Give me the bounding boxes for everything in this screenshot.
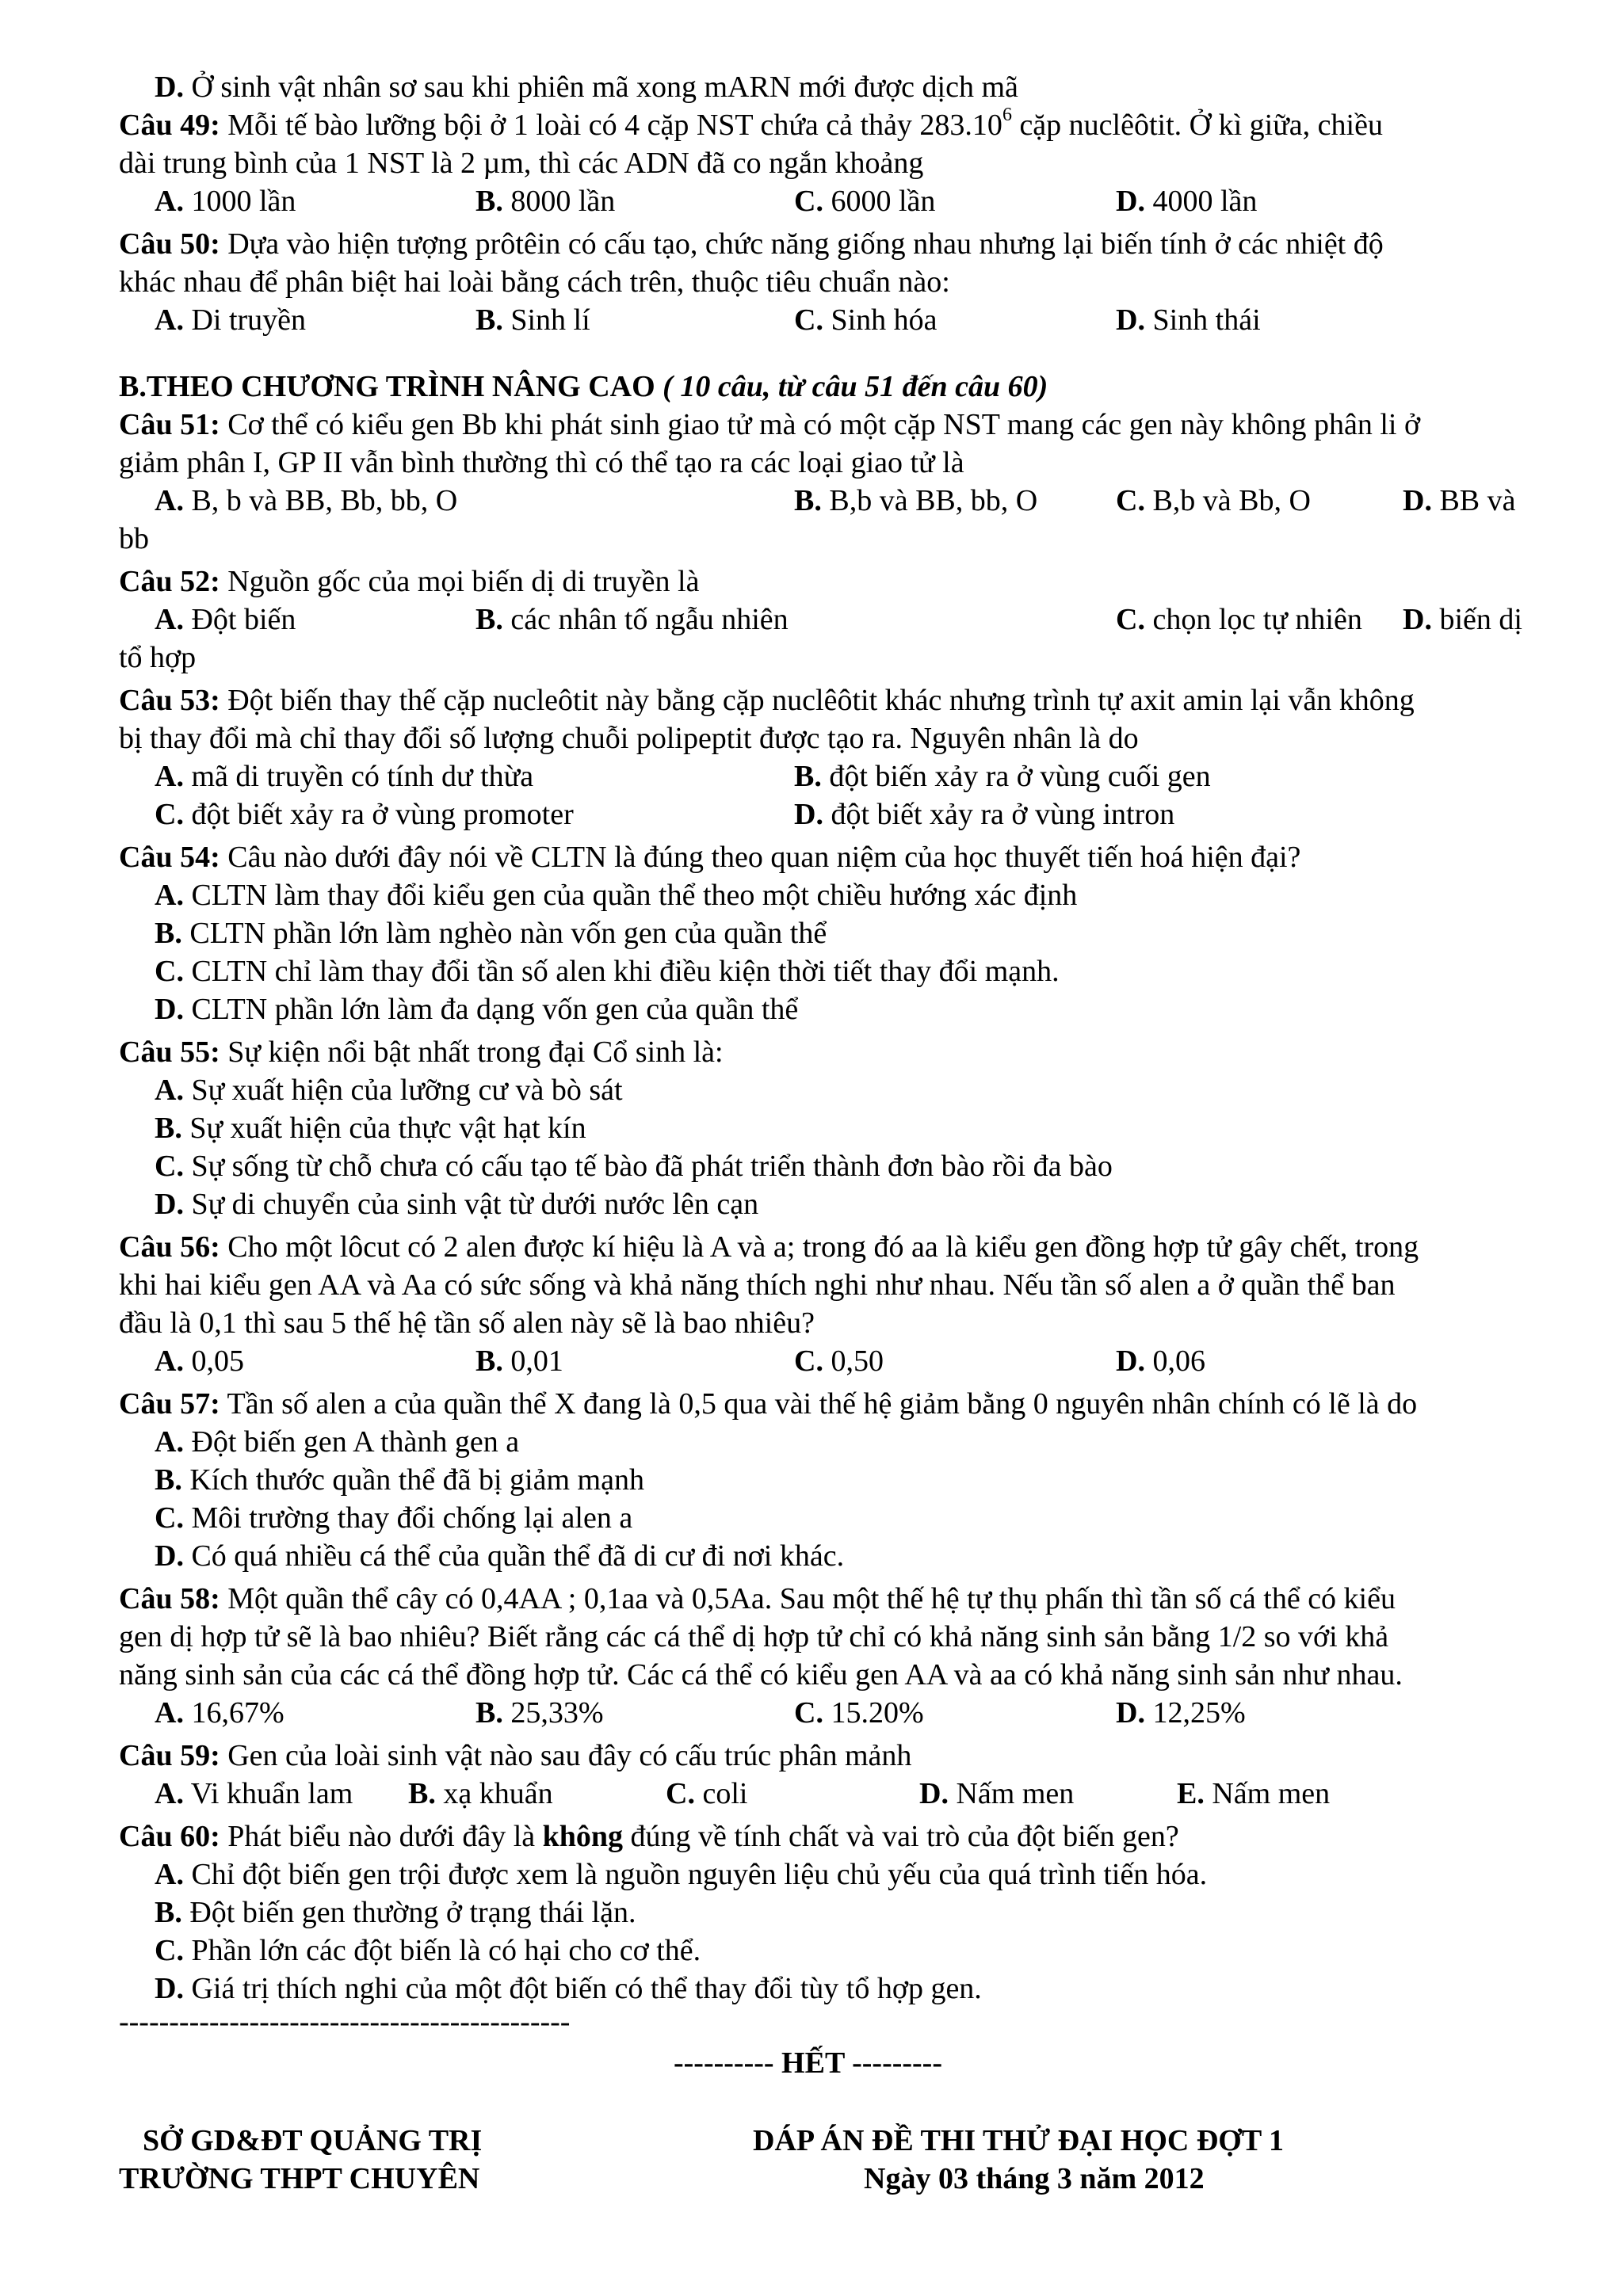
option-text: Đột biến gen A thành gen a [183,1425,520,1459]
option-label: E. [1177,1777,1205,1810]
option-label: D. [155,1972,184,2005]
option-label: C. [155,1934,184,1967]
question-text: Nguồn gốc của mọi biến dị di truyền là [220,565,700,598]
exam-date: Ngày 03 tháng 3 năm 2012 [864,2162,1205,2195]
q53-options-row2 [119,795,1553,833]
option-label: A. [155,1777,184,1810]
option-a [119,876,1553,914]
option-text: Đột biến gen thường ở trạng thái lặn. [181,1896,636,1929]
option-d [1116,182,1257,220]
option-text: 15.20% [823,1696,924,1730]
option-text: đột biến xảy ra ở vùng cuối gen [821,760,1211,793]
option-text: đột biết xảy ra ở vùng promoter [183,798,574,831]
option-text: Sự sống từ chỗ chưa có cấu tạo tế bào đã phát triển thành đơn bào rồi đa bào [183,1150,1113,1183]
question-emphasis: không [542,1820,624,1853]
q53-options-row1 [119,757,1553,795]
q56-stem-line1 [119,1228,1553,1266]
q56-stem-line3 [119,1304,1553,1342]
option-text: 6000 lần [823,185,936,218]
q58-stem-line2 [119,1618,1553,1656]
option-label: A. [155,1344,184,1378]
q49-stem-line1 [119,106,1553,144]
option-text: xạ khuẩn [435,1777,553,1810]
option-b [475,601,789,639]
option-c [794,301,938,339]
q59-stem-line1 [119,1737,1553,1775]
question-label: Câu 54: [119,841,220,874]
option-label: A. [155,1858,184,1891]
option-text: CLTN làm thay đổi kiểu gen của quần thể theo một chiều hướng xác định [183,879,1078,912]
question-text: khác nhau để phân biệt hai loài bằng cách trên, thuộc tiêu chuẩn nào: [119,265,950,299]
option-label: B. [408,1777,436,1810]
option-a [119,1855,1553,1894]
option-text: Chỉ đột biến gen trội được xem là nguồn nguyên liệu chủ yếu của quá trình tiến hóa. [183,1858,1208,1891]
option-label: D. [155,1539,184,1573]
option-text: 0,05 [183,1344,244,1378]
question-label: Câu 58: [119,1582,220,1615]
option-label: D. [1116,1344,1145,1378]
option-label: B. [794,760,822,793]
option-c [119,1499,1553,1537]
q51-option-wrap [119,520,1553,558]
q54-stem-line1 [119,838,1553,876]
option-text: Giá trị thích nghi của một đột biến có thể thay đổi tùy tổ hợp gen. [183,1972,982,2005]
answer-title: DÁP ÁN ĐỀ THI THỬ ĐẠI HỌC ĐỢT 1 [753,2124,1285,2157]
option-text: CLTN chỉ làm thay đổi tần số alen khi điều kiện thời tiết thay đổi mạnh. [183,955,1060,988]
q52-stem-line1 [119,563,1553,601]
option-label: B. [475,1344,503,1378]
option-label: B. [475,603,503,636]
option-text: Nấm men [948,1777,1075,1810]
option-label: D. [1403,603,1432,636]
option-a [119,1423,1553,1461]
question-label: Câu 51: [119,408,220,441]
option-b [408,1775,553,1813]
q59-options [119,1775,1553,1813]
option-text: 4000 lần [1144,185,1258,218]
option-d [1116,1694,1246,1732]
option-a [155,757,533,795]
option-text: Sinh hóa [823,303,938,337]
question-text: Một quần thể cây có 0,4AA ; 0,1aa và 0,5Aa. Sau một thế hệ tự thụ phấn thì tần số cá thể có kiểu [220,1582,1396,1615]
option-text: Đột biến [183,603,296,636]
option-text: 16,67% [183,1696,285,1730]
option-a [155,1694,285,1732]
option-c [119,1147,1553,1185]
option-e [1177,1775,1330,1813]
option-a [155,1775,353,1813]
option-text: coli [694,1777,748,1810]
question-text: Câu nào dưới đây nói về CLTN là đúng theo quan niệm của học thuyết tiến hoá hiện đại? [220,841,1301,874]
option-label: D. [155,71,184,104]
option-text: CLTN phần lớn làm đa dạng vốn gen của quần thể [183,993,799,1026]
q49-options [119,182,1553,220]
option-text: 0,06 [1144,1344,1205,1378]
option-label: B. [155,1112,182,1145]
q56-stem-line2 [119,1266,1553,1304]
option-label: B. [155,1896,182,1929]
option-b [119,914,1553,952]
option-text: Sự xuất hiện của thực vật hạt kín [181,1112,586,1145]
option-text: B,b và Bb, O [1144,484,1311,517]
department-name: SỞ GD&ĐT QUẢNG TRỊ [143,2124,483,2157]
option-text: Di truyền [183,303,307,337]
option-text: Vi khuẩn lam [183,1777,353,1810]
q49-stem-line2 [119,144,1553,182]
option-text: chọn lọc tự nhiên [1144,603,1362,636]
q51-options [119,482,1553,520]
question-text: Mỗi tế bào lưỡng bội ở 1 loài có 4 cặp NST chứa cả thảy 283.10 [220,109,1002,142]
question-label: Câu 49: [119,109,220,142]
option-label: B. [475,185,503,218]
option-text: Sự xuất hiện của lưỡng cư và bò sát [183,1074,623,1107]
question-label: Câu 57: [119,1387,220,1421]
question-label: Câu 59: [119,1739,220,1772]
option-d [119,1537,1553,1575]
q51-stem-line2 [119,444,1553,482]
question-text: Phát biểu nào dưới đây là [220,1820,543,1853]
question-text: đầu là 0,1 thì sau 5 thế hệ tần số alen này sẽ là bao nhiêu? [119,1306,815,1340]
q50-options [119,301,1553,339]
option-text: CLTN phần lớn làm nghèo nàn vốn gen của quần thể [181,917,827,950]
question-text: dài trung bình của 1 NST là 2 µm, thì các ADN đã co ngắn khoảng [119,147,924,180]
option-label: C. [1116,603,1145,636]
section-subtitle: ( 10 câu, từ câu 51 đến câu 60) [655,370,1048,403]
question-text: giảm phân I, GP II vẫn bình thường thì có thể tạo ra các loại giao tử là [119,446,964,479]
section-title: B.THEO CHƯƠNG TRÌNH NÂNG CAO [119,370,655,403]
option-text: đột biết xảy ra ở vùng intron [823,798,1175,831]
question-text: năng sinh sản của các cá thể đồng hợp tử. Các cá thể có kiểu gen AA và aa có khả năng sinh sản như nhau. [119,1658,1403,1691]
option-text: B, b và BB, Bb, bb, O [183,484,458,517]
footer-row2 [119,2160,1553,2198]
option-text: 25,33% [502,1696,604,1730]
option-label: D. [155,993,184,1026]
option-text: mã di truyền có tính dư thừa [183,760,534,793]
q50-stem-line1 [119,225,1553,263]
option-c [119,952,1553,990]
question-text: Đột biến thay thế cặp nucleôtit này bằng cặp nuclêôtit khác nhưng trình tự axit amin lại vẫn không [220,684,1415,717]
option-a [119,1071,1553,1109]
end-marker [119,2044,1553,2082]
option-text: các nhân tố ngẫu nhiên [502,603,789,636]
option-label: C. [794,1344,823,1378]
option-text: tổ hợp [119,641,197,674]
question-label: Câu 53: [119,684,220,717]
option-text: Có quá nhiều cá thể của quần thể đã di cư đi nơi khác. [183,1539,845,1573]
question-text: bị thay đổi mà chỉ thay đổi số lượng chuỗi polipeptit được tạo ra. Nguyên nhân là do [119,722,1139,755]
option-b [794,757,1211,795]
option-text: biến dị [1431,603,1522,636]
option-d [1403,601,1522,639]
question-label: Câu 56: [119,1230,220,1264]
option-label: D. [794,798,823,831]
option-b [475,182,615,220]
option-label: D. [919,1777,949,1810]
question-label: Câu 60: [119,1820,220,1853]
option-b [119,1461,1553,1499]
option-text: BB và [1431,484,1516,517]
option-c [794,182,935,220]
divider-text: --------------------------------------------- [119,2005,571,2039]
option-c [794,1694,924,1732]
question-text: cặp nuclêôtit. Ở kì giữa, chiều [1011,109,1383,142]
q50-stem-line2 [119,263,1553,301]
question-text: Cho một lôcut có 2 alen được kí hiệu là A và a; trong đó aa là kiểu gen đồng hợp tử gây chết, trong [220,1230,1419,1264]
option-label: B. [794,484,822,517]
q52-options [119,601,1553,639]
option-label: B. [155,917,182,950]
option-a [155,301,306,339]
q52-option-wrap [119,639,1553,677]
option-label: A. [155,1696,184,1730]
superscript: 6 [1002,105,1012,126]
option-d [794,795,1174,833]
option-text: 1000 lần [183,185,296,218]
option-b [475,1694,604,1732]
option-label: D. [1116,185,1145,218]
option-label: A. [155,1074,184,1107]
option-b [119,1894,1553,1932]
question-text: Cơ thể có kiểu gen Bb khi phát sinh giao tử mà có một cặp NST mang các gen này không phân li ở [220,408,1421,441]
option-c [1116,482,1311,520]
q60-stem-line1 [119,1817,1553,1855]
option-label: C. [155,955,184,988]
option-label: D. [1116,303,1145,337]
option-label: C. [1116,484,1145,517]
option-text: Phần lớn các đột biến là có hại cho cơ thể. [183,1934,701,1967]
q48-option-d [119,68,1553,106]
option-text: Nấm men [1204,1777,1331,1810]
question-text: Dựa vào hiện tượng prôtêin có cấu tạo, chức năng giống nhau nhưng lại biến tính ở các nhiệt độ [220,227,1384,261]
q58-options [119,1694,1553,1732]
option-text: Môi trường thay đổi chống lại alen a [183,1501,633,1535]
option-label: A. [155,879,184,912]
option-label: C. [155,1501,184,1535]
option-label: C. [155,798,184,831]
option-text: Sinh lí [502,303,590,337]
option-label: D. [1403,484,1432,517]
q53-stem-line1 [119,681,1553,719]
option-d [119,1970,1553,2008]
option-text: 12,25% [1144,1696,1246,1730]
option-d [1403,482,1516,520]
option-c [666,1775,747,1813]
option-a [155,482,457,520]
option-text: 0,50 [823,1344,884,1378]
option-label: A. [155,484,184,517]
option-label: B. [475,1696,503,1730]
option-d [1116,301,1261,339]
divider-line [119,2005,1553,2039]
option-label: C. [794,303,823,337]
option-b [475,1342,563,1380]
option-a [155,182,296,220]
option-d [919,1775,1074,1813]
option-d [119,990,1553,1028]
option-b [794,482,1037,520]
option-text: B,b và BB, bb, O [821,484,1038,517]
option-text: bb [119,522,149,555]
option-text: Kích thước quần thể đã bị giảm mạnh [181,1463,644,1497]
option-b [475,301,590,339]
option-c [794,1342,884,1380]
q51-stem-line1 [119,406,1553,444]
question-label: Câu 52: [119,565,220,598]
option-label: B. [155,1463,182,1497]
option-text: Ở sinh vật nhân sơ sau khi phiên mã xong mARN mới được dịch mã [183,71,1018,104]
option-label: B. [475,303,503,337]
option-label: C. [155,1150,184,1183]
option-label: D. [155,1188,184,1221]
end-text: ---------- HẾT --------- [674,2046,942,2080]
option-label: A. [155,603,184,636]
option-text: 0,01 [502,1344,563,1378]
option-label: A. [155,303,184,337]
q56-options [119,1342,1553,1380]
question-text: đúng về tính chất và vai trò của đột biến gen? [623,1820,1179,1853]
question-label: Câu 50: [119,227,220,261]
option-d [1116,1342,1205,1380]
option-label: C. [794,185,823,218]
option-text: Sinh thái [1144,303,1261,337]
question-label: Câu 55: [119,1035,220,1069]
option-text: 8000 lần [502,185,616,218]
option-text: Sự di chuyển của sinh vật từ dưới nước lên cạn [183,1188,759,1221]
option-a [155,1342,244,1380]
option-c [1116,601,1362,639]
option-label: C. [666,1777,695,1810]
question-text: Gen của loài sinh vật nào sau đây có cấu trúc phân mảnh [220,1739,912,1772]
option-label: A. [155,185,184,218]
q53-stem-line2 [119,719,1553,757]
option-c [155,795,574,833]
question-text: gen dị hợp tử sẽ là bao nhiêu? Biết rằng các cá thể dị hợp tử chỉ có khả năng sinh sản bằng 1/2 so với khả [119,1620,1389,1653]
footer-row1 [119,2122,1553,2160]
question-text: Sự kiện nổi bật nhất trong đại Cổ sinh là: [220,1035,724,1069]
question-text: khi hai kiểu gen AA và Aa có sức sống và khả năng thích nghi như nhau. Nếu tần số alen a ở quần thể ban [119,1268,1396,1302]
option-label: A. [155,760,184,793]
question-text: Tần số alen a của quần thể X đang là 0,5 qua vài thế hệ giảm bằng 0 nguyên nhân chính có lẽ là do [220,1387,1418,1421]
option-b [119,1109,1553,1147]
q58-stem-line1 [119,1580,1553,1618]
section-b-heading [119,368,1553,406]
option-d [119,1185,1553,1223]
exam-page [119,68,1553,2198]
option-label: A. [155,1425,184,1459]
school-name: TRƯỜNG THPT CHUYÊN [119,2162,480,2195]
q58-stem-line3 [119,1656,1553,1694]
option-a [155,601,296,639]
q55-stem-line1 [119,1033,1553,1071]
q57-stem-line1 [119,1385,1553,1423]
option-label: D. [1116,1696,1145,1730]
option-c [119,1932,1553,1970]
option-label: C. [794,1696,823,1730]
